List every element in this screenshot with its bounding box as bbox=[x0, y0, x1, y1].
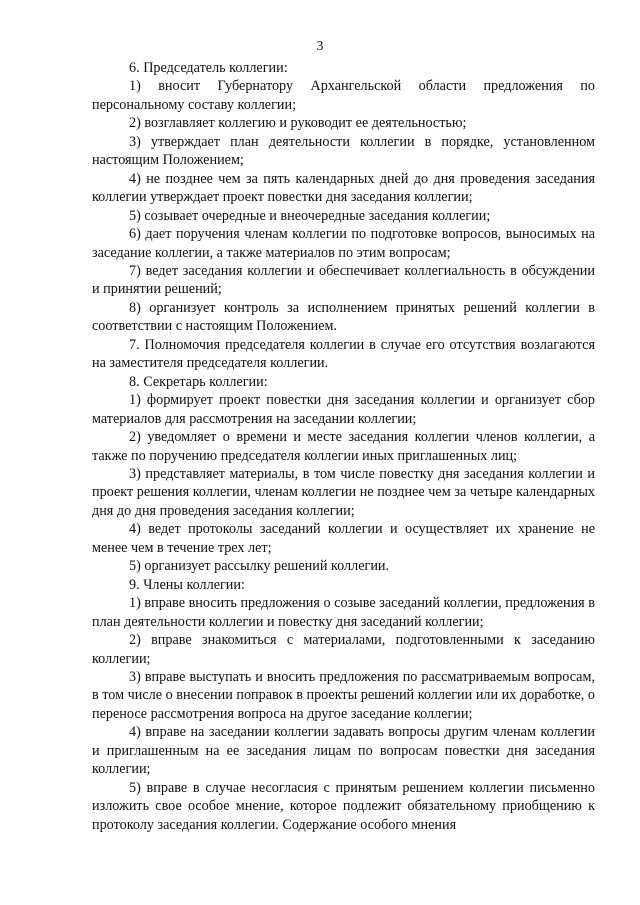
section-6-item-2: 2) возглавляет коллегию и руководит ее деятельностью; bbox=[129, 115, 467, 132]
section-9-item-1: 1) вправе вносить предложения о созыве заседаний коллегии, предложения в план деятельности коллегии и повестку дня заседаний коллегии; bbox=[92, 595, 595, 630]
section-8-item-3: 3) представляет материалы, в том числе повестку дня заседания коллегии и проект решения коллегии, членам коллегии не позднее чем за четыре календарных дня до дня проведения заседания коллегии; bbox=[92, 465, 595, 519]
section-9-item-4: 4) вправе на заседании коллегии задавать вопросы другим членам коллегии и приглашенным на ее заседания лицам по вопросам повестки дня заседания коллегии; bbox=[92, 724, 595, 778]
section-8-item-2: 2) уведомляет о времени и месте заседания коллегии членов коллегии, а также по поручению председателя коллегии иных приглашенных лиц; bbox=[92, 429, 595, 464]
section-9-item-2: 2) вправе знакомиться с материалами, подготовленными к заседанию коллегии; bbox=[92, 632, 595, 667]
section-6-item-7: 7) ведет заседания коллегии и обеспечивает коллегиальность в обсуждении и принятии решений; bbox=[92, 262, 595, 298]
section-9-item-3: 3) вправе выступать и вносить предложения по рассматриваемым вопросам, в том числе о внесении поправок в проекты решений коллегии или их доработке, о переносе рассмотрения вопроса на другое заседание коллегии; bbox=[92, 668, 595, 722]
section-8-item-5: 5) организует рассылку решений коллегии. bbox=[129, 558, 390, 575]
document-body bbox=[92, 59, 595, 834]
section-6-item-1: 1) вносит Губернатору Архангельской области предложения по персональному составу коллегии; bbox=[92, 78, 595, 113]
section-6-item-6: 6) дает поручения членам коллегии по подготовке вопросов, выносимых на заседание коллегии, а также материалов по этим вопросам; bbox=[92, 226, 595, 261]
page-number: 3 bbox=[316, 38, 324, 53]
section-6-item-4: 4) не позднее чем за пять календарных дней до дня проведения заседания коллегии утверждает проект повестки дня заседания коллегии; bbox=[92, 170, 595, 206]
section-6-item-5: 5) созывает очередные и внеочередные заседания коллегии; bbox=[129, 207, 491, 224]
section-7-paragraph: 7. Полномочия председателя коллегии в случае его отсутствия возлагаются на заместителя председателя коллегии. bbox=[92, 336, 595, 372]
section-6-item-3: 3) утверждает план деятельности коллегии в порядке, установленном настоящим Положением; bbox=[92, 133, 595, 169]
section-6-heading: 6. Председатель коллегии: bbox=[129, 60, 288, 76]
section-6-item-8: 8) организует контроль за исполнением принятых решений коллегии в соответствии с настоящим Положением. bbox=[92, 299, 595, 335]
section-8-item-4: 4) ведет протоколы заседаний коллегии и осуществляет их хранение не менее чем в течение трех лет; bbox=[92, 521, 595, 556]
section-9-item-5: 5) вправе в случае несогласия с принятым решением коллегии письменно изложить свое особое мнение, которое подлежит обязательному приобщению к протоколу заседания коллегии. Содержание особого мнения bbox=[92, 779, 595, 833]
section-8-heading: 8. Секретарь коллегии: bbox=[129, 373, 268, 390]
section-9-heading: 9. Члены коллегии: bbox=[129, 576, 245, 593]
section-8-item-1: 1) формирует проект повестки дня заседания коллегии и организует сбор материалов для рассмотрения на заседании коллегии; bbox=[92, 392, 595, 427]
